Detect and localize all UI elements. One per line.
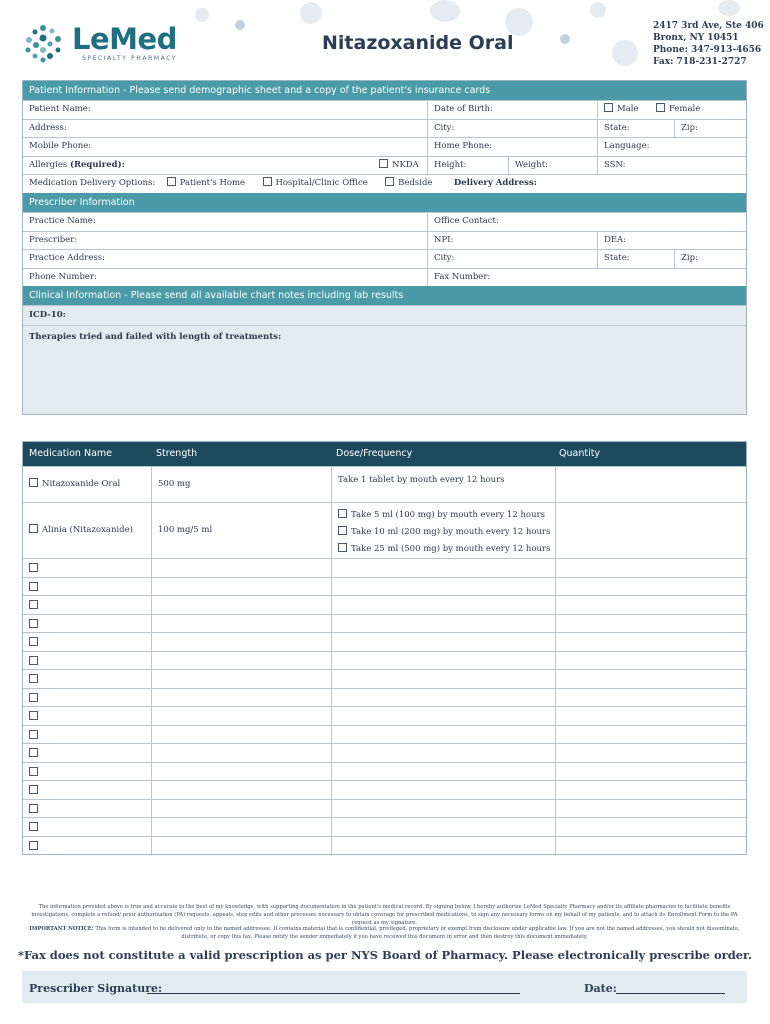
medication-row (23, 836, 746, 855)
dose-cell: Take 1 tablet by mouth every 12 hours (331, 467, 555, 502)
quantity-cell[interactable] (555, 707, 746, 725)
dob-field[interactable]: Date of Birth: (427, 101, 597, 119)
female-checkbox[interactable] (656, 103, 665, 112)
medication-row (23, 614, 746, 633)
dea-field[interactable]: DEA: (597, 232, 747, 250)
delivery-options-label: Medication Delivery Options: (29, 178, 156, 189)
language-field[interactable]: Language: (597, 138, 747, 156)
dose-cell[interactable] (331, 633, 555, 651)
medication-checkbox[interactable] (29, 711, 38, 720)
practice-state-field[interactable]: State: (597, 250, 674, 268)
strength-cell[interactable] (151, 633, 331, 651)
practice-city-field[interactable]: City: (427, 250, 597, 268)
notice-label: IMPORTANT NOTICE: (29, 926, 94, 932)
medication-checkbox[interactable] (29, 637, 38, 646)
medication-name-cell[interactable] (23, 578, 151, 596)
patient-info-header: Patient Information - Please send demographic sheet and a copy of the patient's insurance cards (23, 81, 746, 100)
brand-name: LeMed (72, 22, 177, 56)
medication-name-cell[interactable] (23, 689, 151, 707)
address-line: 2417 3rd Ave, Ste 406 (653, 21, 764, 31)
medication-name-cell[interactable] (23, 615, 151, 633)
medication-row (23, 669, 746, 688)
decorative-bubble (560, 34, 570, 44)
medication-row (23, 706, 746, 725)
quantity-cell[interactable] (555, 633, 746, 651)
strength-cell[interactable] (151, 559, 331, 577)
strength-cell[interactable] (151, 707, 331, 725)
delivery-address-field[interactable]: Delivery Address: (453, 178, 537, 189)
dose-option: Take 5 ml (100 mg) by mouth every 12 hours (351, 510, 545, 520)
dose-cell[interactable] (331, 596, 555, 614)
dose-option: Take 25 ml (500 mg) by mouth every 12 hours (351, 544, 551, 554)
quantity-cell[interactable] (555, 467, 746, 502)
medication-row (23, 558, 746, 577)
medication-name-cell[interactable] (23, 763, 151, 781)
required-label: (Required): (69, 159, 125, 170)
decorative-bubble (195, 8, 209, 22)
dose-cell (331, 503, 555, 558)
strength-cell[interactable] (151, 744, 331, 762)
dose-cell[interactable] (331, 763, 555, 781)
clinic-office-label: Hospital/Clinic Office (275, 178, 368, 189)
quantity-cell[interactable] (555, 818, 746, 836)
decorative-bubble (590, 2, 606, 18)
form-row (23, 137, 746, 156)
strength-cell[interactable] (151, 726, 331, 744)
male-checkbox[interactable] (604, 103, 613, 112)
medication-checkbox[interactable] (29, 524, 38, 533)
dose-cell[interactable] (331, 744, 555, 762)
patients-home-checkbox[interactable] (167, 177, 176, 186)
col-dose-frequency: Dose/Frequency (336, 448, 413, 459)
pharmacy-address (653, 20, 764, 68)
dose-cell[interactable] (331, 707, 555, 725)
dose-cell[interactable] (331, 689, 555, 707)
authorization-disclaimer: The information provided above is true and accurate to the best of my knowledge, with supporting documentation in the patient's medical record. By signing below, I hereby authorize LeMed Specialty Pharmacy and/or its affiliate pharmacies to facilitate benefits investigations, complete a refund/ prior authorization (PA) requests, appeals, step edits and other processes necessary to obtain coverage for prescribed medications, to sign any necessary forms on my behalf of my patients, and to attach its Enrollment Form to the PA request as my signature. (31, 904, 738, 926)
office-contact-field[interactable]: Office Contact: (427, 213, 747, 231)
strength-cell[interactable] (151, 800, 331, 818)
practice-address-field[interactable]: Practice Address: (29, 253, 105, 264)
notice-text: This form is intended to be delivered only to the named addressee. It contains material that is confidential, privileged, proprietary or exempt from disclosure under applicable law. If you are not the named addressee, you should not disseminate, distribute, or copy this fax. Please notify the sender immediately if you have received this document in error and then destroy this document immediately. (95, 926, 740, 940)
female-label: Female (668, 104, 701, 114)
city-field[interactable]: City: (427, 120, 597, 138)
medication-row (23, 651, 746, 670)
fax-warning: *Fax does not constitute a valid prescription as per NYS Board of Pharmacy. Please electronically prescribe order. (17, 948, 753, 962)
medication-checkbox[interactable] (29, 748, 38, 757)
quantity-cell[interactable] (555, 503, 746, 558)
date-field[interactable] (616, 993, 725, 994)
form-row (23, 249, 746, 268)
medication-name-cell[interactable] (23, 652, 151, 670)
address-field[interactable]: Address: (29, 122, 67, 133)
patients-home-label: Patient's Home (179, 178, 246, 189)
weight-field[interactable]: Weight: (508, 157, 597, 175)
medication-name-cell[interactable] (23, 726, 151, 744)
quantity-cell[interactable] (555, 578, 746, 596)
clinical-info-header: Clinical Information - Please send all available chart notes including lab results (23, 286, 746, 305)
decorative-bubble (612, 40, 638, 66)
medication-row (23, 725, 746, 744)
medication-row (23, 688, 746, 707)
quantity-cell[interactable] (555, 615, 746, 633)
form-row (23, 156, 746, 175)
medication-row (23, 466, 746, 502)
medication-name-cell[interactable] (23, 559, 151, 577)
medication-name-cell[interactable] (23, 633, 151, 651)
nkda-checkbox[interactable] (379, 159, 388, 168)
medication-name-cell[interactable] (23, 800, 151, 818)
strength-cell[interactable] (151, 781, 331, 799)
date-label: Date: (584, 982, 617, 995)
medication-table (22, 441, 747, 855)
ssn-field[interactable]: SSN: (597, 157, 747, 175)
medication-checkbox[interactable] (29, 619, 38, 628)
decorative-bubble (718, 0, 740, 16)
medication-table-header (23, 442, 746, 466)
medication-checkbox[interactable] (29, 841, 38, 850)
medication-name-cell (23, 503, 151, 558)
form-row (23, 100, 746, 119)
medication-checkbox[interactable] (29, 563, 38, 572)
npi-field[interactable]: NPI: (427, 232, 597, 250)
quantity-cell[interactable] (555, 652, 746, 670)
dose-cell[interactable] (331, 781, 555, 799)
strength-cell[interactable] (151, 652, 331, 670)
sex-field (597, 101, 747, 119)
medication-row (23, 595, 746, 614)
medication-name-cell[interactable] (23, 670, 151, 688)
medication-name-cell[interactable] (23, 818, 151, 836)
medication-row (23, 780, 746, 799)
patient-name-field[interactable]: Patient Name: (29, 104, 91, 114)
medication-checkbox[interactable] (29, 785, 38, 794)
medication-checkbox[interactable] (29, 582, 38, 591)
clinic-office-checkbox[interactable] (263, 177, 272, 186)
dose-checkbox[interactable] (338, 543, 347, 552)
medication-name: Nitazoxanide Oral (42, 479, 121, 489)
medication-checkbox[interactable] (29, 767, 38, 776)
medication-name: Alinia (Nitazoxanide) (42, 525, 133, 535)
quantity-cell[interactable] (555, 726, 746, 744)
col-strength: Strength (156, 448, 198, 459)
patient-info-section (22, 80, 747, 415)
fax-number: Fax: 718-231-2727 (653, 57, 747, 67)
decorative-bubble (430, 0, 460, 22)
quantity-cell[interactable] (555, 559, 746, 577)
medication-name-cell (23, 467, 151, 502)
allergies-label: Allergies (29, 159, 68, 170)
dose-cell[interactable] (331, 578, 555, 596)
medication-checkbox[interactable] (29, 674, 38, 683)
nkda-option (379, 157, 419, 175)
phone-number: Phone: 347-913-4656 (653, 45, 762, 55)
signature-bar (22, 971, 747, 1003)
medication-row (23, 817, 746, 836)
practice-name-field[interactable]: Practice Name: (29, 215, 96, 226)
dose-checkbox[interactable] (338, 526, 347, 535)
quantity-cell[interactable] (555, 670, 746, 688)
home-phone-field[interactable]: Home Phone: (427, 138, 597, 156)
strength-cell[interactable] (151, 670, 331, 688)
quantity-cell[interactable] (555, 837, 746, 855)
zip-field[interactable]: Zip: (674, 120, 747, 138)
col-quantity: Quantity (559, 448, 601, 459)
signature-field[interactable] (147, 993, 520, 994)
page-header (0, 0, 770, 80)
medication-checkbox[interactable] (29, 693, 38, 702)
state-field[interactable]: State: (597, 120, 674, 138)
medication-row (23, 762, 746, 781)
dose-cell[interactable] (331, 837, 555, 855)
quantity-cell[interactable] (555, 800, 746, 818)
dose-cell[interactable] (331, 726, 555, 744)
icd10-field[interactable]: ICD-10: (23, 305, 746, 325)
brand-tagline: SPECIALTY PHARMACY (82, 55, 178, 62)
quantity-cell[interactable] (555, 763, 746, 781)
form-row (23, 119, 746, 138)
delivery-options (23, 175, 747, 193)
phone-number-field[interactable]: Phone Number: (29, 271, 97, 282)
medication-checkbox[interactable] (29, 822, 38, 831)
dose-cell[interactable] (331, 559, 555, 577)
important-notice (22, 925, 747, 941)
medication-checkbox[interactable] (29, 730, 38, 739)
medication-checkbox[interactable] (29, 804, 38, 813)
nkda-label: NKDA (392, 159, 419, 170)
strength-cell[interactable] (151, 615, 331, 633)
decorative-bubble (235, 20, 245, 30)
medication-checkbox[interactable] (29, 600, 38, 609)
blank-medication-rows (23, 558, 746, 854)
mobile-phone-field[interactable]: Mobile Phone: (29, 141, 92, 152)
medication-checkbox[interactable] (29, 656, 38, 665)
prescriber-info-header: Prescriber Information (23, 193, 746, 212)
quantity-cell[interactable] (555, 781, 746, 799)
quantity-cell[interactable] (555, 689, 746, 707)
quantity-cell[interactable] (555, 596, 746, 614)
medication-name-cell[interactable] (23, 596, 151, 614)
medication-name-cell[interactable] (23, 707, 151, 725)
strength-cell: 500 mg (151, 467, 331, 502)
bedside-label: Bedside (398, 178, 433, 189)
strength-cell[interactable] (151, 818, 331, 836)
form-row (23, 268, 746, 287)
address-line: Bronx, NY 10451 (653, 33, 739, 43)
male-label: Male (617, 104, 639, 114)
form-row (23, 174, 746, 193)
dose-cell[interactable] (331, 615, 555, 633)
medication-row (23, 577, 746, 596)
prescriber-field[interactable]: Prescriber: (29, 234, 78, 245)
dose-cell[interactable] (331, 670, 555, 688)
decorative-bubble (300, 2, 322, 24)
medication-name-cell[interactable] (23, 744, 151, 762)
strength-cell[interactable] (151, 596, 331, 614)
therapies-field[interactable]: Therapies tried and failed with length of treatments: (23, 325, 746, 414)
medication-row (23, 632, 746, 651)
form-row (23, 212, 746, 231)
medication-checkbox[interactable] (29, 478, 38, 487)
medication-row (23, 799, 746, 818)
quantity-cell[interactable] (555, 744, 746, 762)
dose-option: Take 10 ml (200 mg) by mouth every 12 hours (351, 527, 551, 537)
dose-cell[interactable] (331, 818, 555, 836)
lemed-logo-icon (22, 22, 64, 64)
medication-name-cell[interactable] (23, 837, 151, 855)
col-medication-name: Medication Name (29, 448, 112, 459)
allergies-field[interactable] (23, 157, 427, 175)
practice-zip-field[interactable]: Zip: (674, 250, 747, 268)
bedside-checkbox[interactable] (385, 177, 394, 186)
strength-cell[interactable] (151, 689, 331, 707)
page-title: Nitazoxanide Oral (322, 32, 514, 54)
strength-cell[interactable] (151, 763, 331, 781)
medication-row (23, 743, 746, 762)
strength-cell: 100 mg/5 ml (151, 503, 331, 558)
form-row (23, 231, 746, 250)
medication-row (23, 502, 746, 558)
strength-cell[interactable] (151, 837, 331, 855)
dose-cell[interactable] (331, 800, 555, 818)
strength-cell[interactable] (151, 578, 331, 596)
dose-checkbox[interactable] (338, 509, 347, 518)
dose-cell[interactable] (331, 652, 555, 670)
height-field[interactable]: Height: (427, 157, 508, 175)
fax-number-field[interactable]: Fax Number: (427, 269, 747, 287)
medication-name-cell[interactable] (23, 781, 151, 799)
signature-label: Prescriber Signature: (29, 982, 163, 995)
